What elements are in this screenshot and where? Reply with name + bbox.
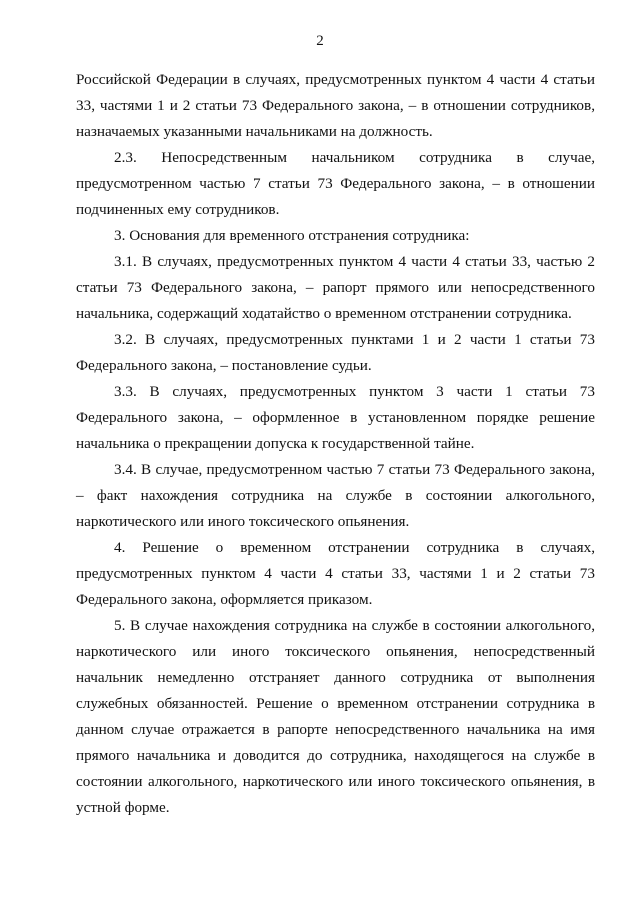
- paragraph-3-2: 3.2. В случаях, предусмотренных пунктами 1 и 2 части 1 статьи 73 Федерального закона, – постановление судьи.: [76, 331, 595, 374]
- paragraph-5: 5. В случае нахождения сотрудника на службе в состоянии алкогольного, наркотического или иного токсического опьянения, непосредственный начальник немедленно отстраняет данного сотрудника от выполнения служебных обязанностей. Решение о временном отстранении сотрудника в данном случае отражается в рапорте непосредственного начальника на имя прямого начальника и доводится до сотрудника, находящегося на службе в состоянии алкогольного, наркотического или иного токсического опьянения, в устной форме.: [76, 617, 595, 816]
- paragraph-2-3: 2.3. Непосредственным начальником сотрудника в случае, предусмотренном частью 7 статьи 73 Федерального закона, – в отношении подчиненных ему сотрудников.: [76, 149, 595, 218]
- paragraph-3-1: 3.1. В случаях, предусмотренных пунктом 4 части 4 статьи 33, частью 2 статьи 73 Федерального закона, – рапорт прямого или непосредственного начальника, содержащий ходатайство о временном отстранении сотрудника.: [76, 253, 595, 322]
- paragraph-3-3: 3.3. В случаях, предусмотренных пунктом 3 части 1 статьи 73 Федерального закона, – оформленное в установленном порядке решение начальника о прекращении допуска к государственной тайне.: [76, 383, 595, 452]
- paragraph-3: 3. Основания для временного отстранения сотрудника:: [114, 227, 470, 244]
- document-body: [76, 67, 595, 821]
- paragraph-continuation: Российской Федерации в случаях, предусмотренных пунктом 4 части 4 статьи 33, частями 1 и 2 статьи 73 Федерального закона, – в отношении сотрудников, назначаемых указанными начальниками на должность.: [76, 71, 595, 140]
- paragraph-3-4: 3.4. В случае, предусмотренном частью 7 статьи 73 Федерального закона, – факт нахождения сотрудника на службе в состоянии алкогольного, наркотического или иного токсического опьянения.: [76, 461, 595, 530]
- paragraph-4: 4. Решение о временном отстранении сотрудника в случаях, предусмотренных пунктом 4 части 4 статьи 33, частями 1 и 2 статьи 73 Федерального закона, оформляется приказом.: [76, 539, 595, 608]
- page-number: 2: [316, 33, 324, 49]
